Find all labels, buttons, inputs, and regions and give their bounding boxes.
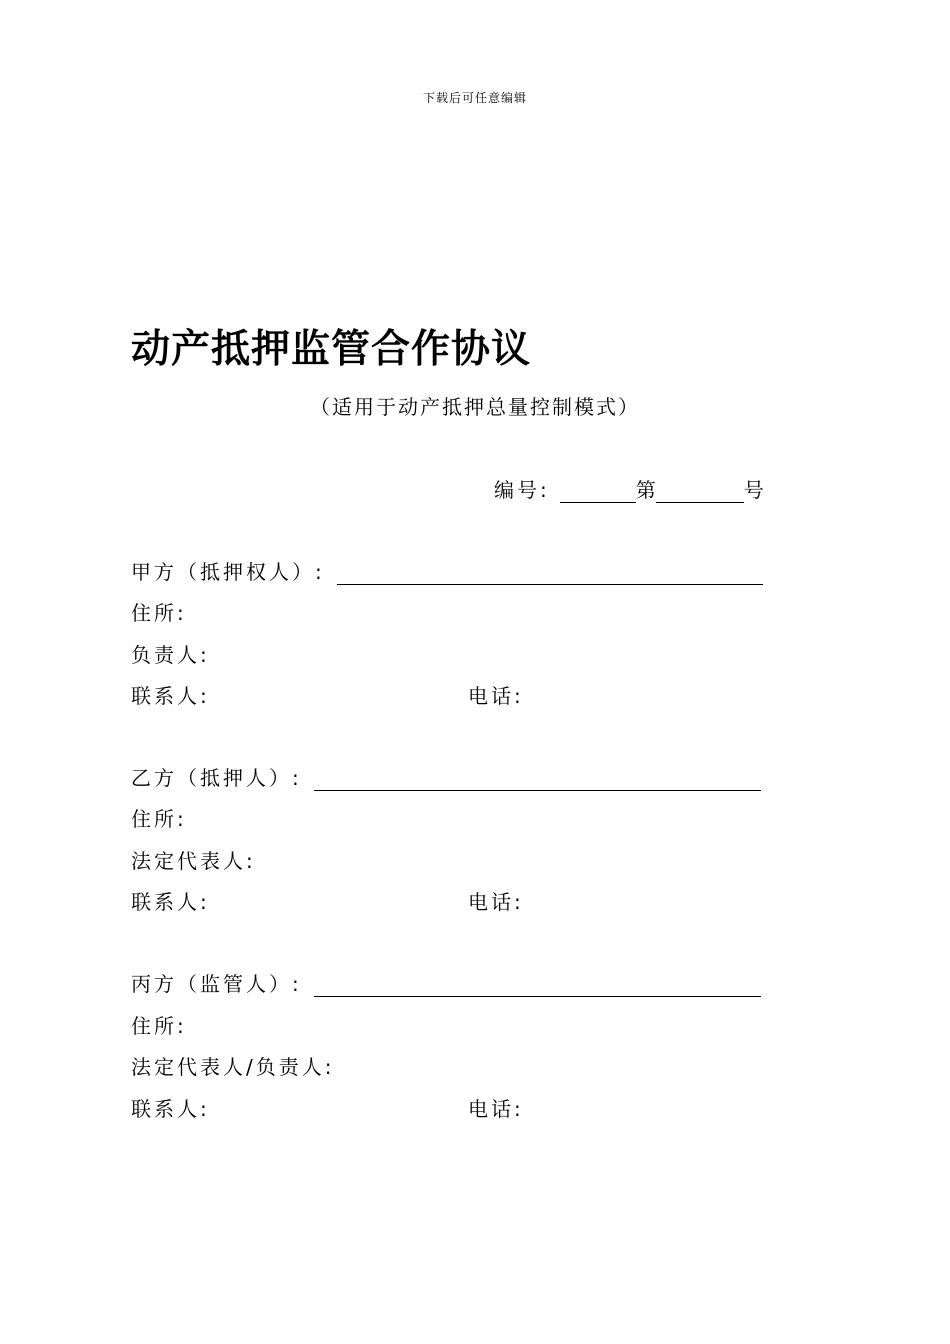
serial-middle: 第 (635, 478, 656, 502)
party-a-name-blank (337, 562, 763, 585)
party-c-label: 丙方（监管人）: (131, 972, 302, 996)
party-a-contact: 联系人: (131, 684, 210, 708)
party-a-phone: 电话: (468, 684, 524, 708)
party-c-name-blank (314, 974, 761, 997)
party-a-principal: 负责人: (131, 643, 210, 667)
party-b-label: 乙方（抵押人）: (131, 766, 302, 790)
party-b-line (131, 762, 761, 791)
serial-label: 编号: (494, 478, 550, 502)
party-b-contact: 联系人: (131, 890, 210, 914)
party-a-line (131, 556, 763, 585)
document-subtitle: （适用于动产抵押总量控制模式） (310, 395, 640, 419)
party-c-principal: 法定代表人/负责人: (131, 1055, 335, 1079)
party-c-address: 住所: (131, 1014, 187, 1038)
party-a-label: 甲方（抵押权人）: (131, 560, 325, 584)
party-a-address: 住所: (131, 601, 187, 625)
party-b-name-blank (314, 768, 761, 791)
serial-blank-1 (560, 480, 636, 503)
party-c-contact: 联系人: (131, 1097, 210, 1121)
party-b-principal: 法定代表人: (131, 849, 256, 873)
party-b-phone: 电话: (468, 890, 524, 914)
party-b-address: 住所: (131, 807, 187, 831)
serial-suffix: 号 (743, 478, 764, 502)
serial-blank-2 (656, 480, 744, 503)
document-title: 动产抵押监管合作协议 (131, 327, 532, 372)
header-note: 下载后可任意编辑 (422, 91, 527, 105)
party-c-line (131, 968, 761, 997)
party-c-phone: 电话: (468, 1097, 524, 1121)
serial-number (494, 474, 764, 503)
